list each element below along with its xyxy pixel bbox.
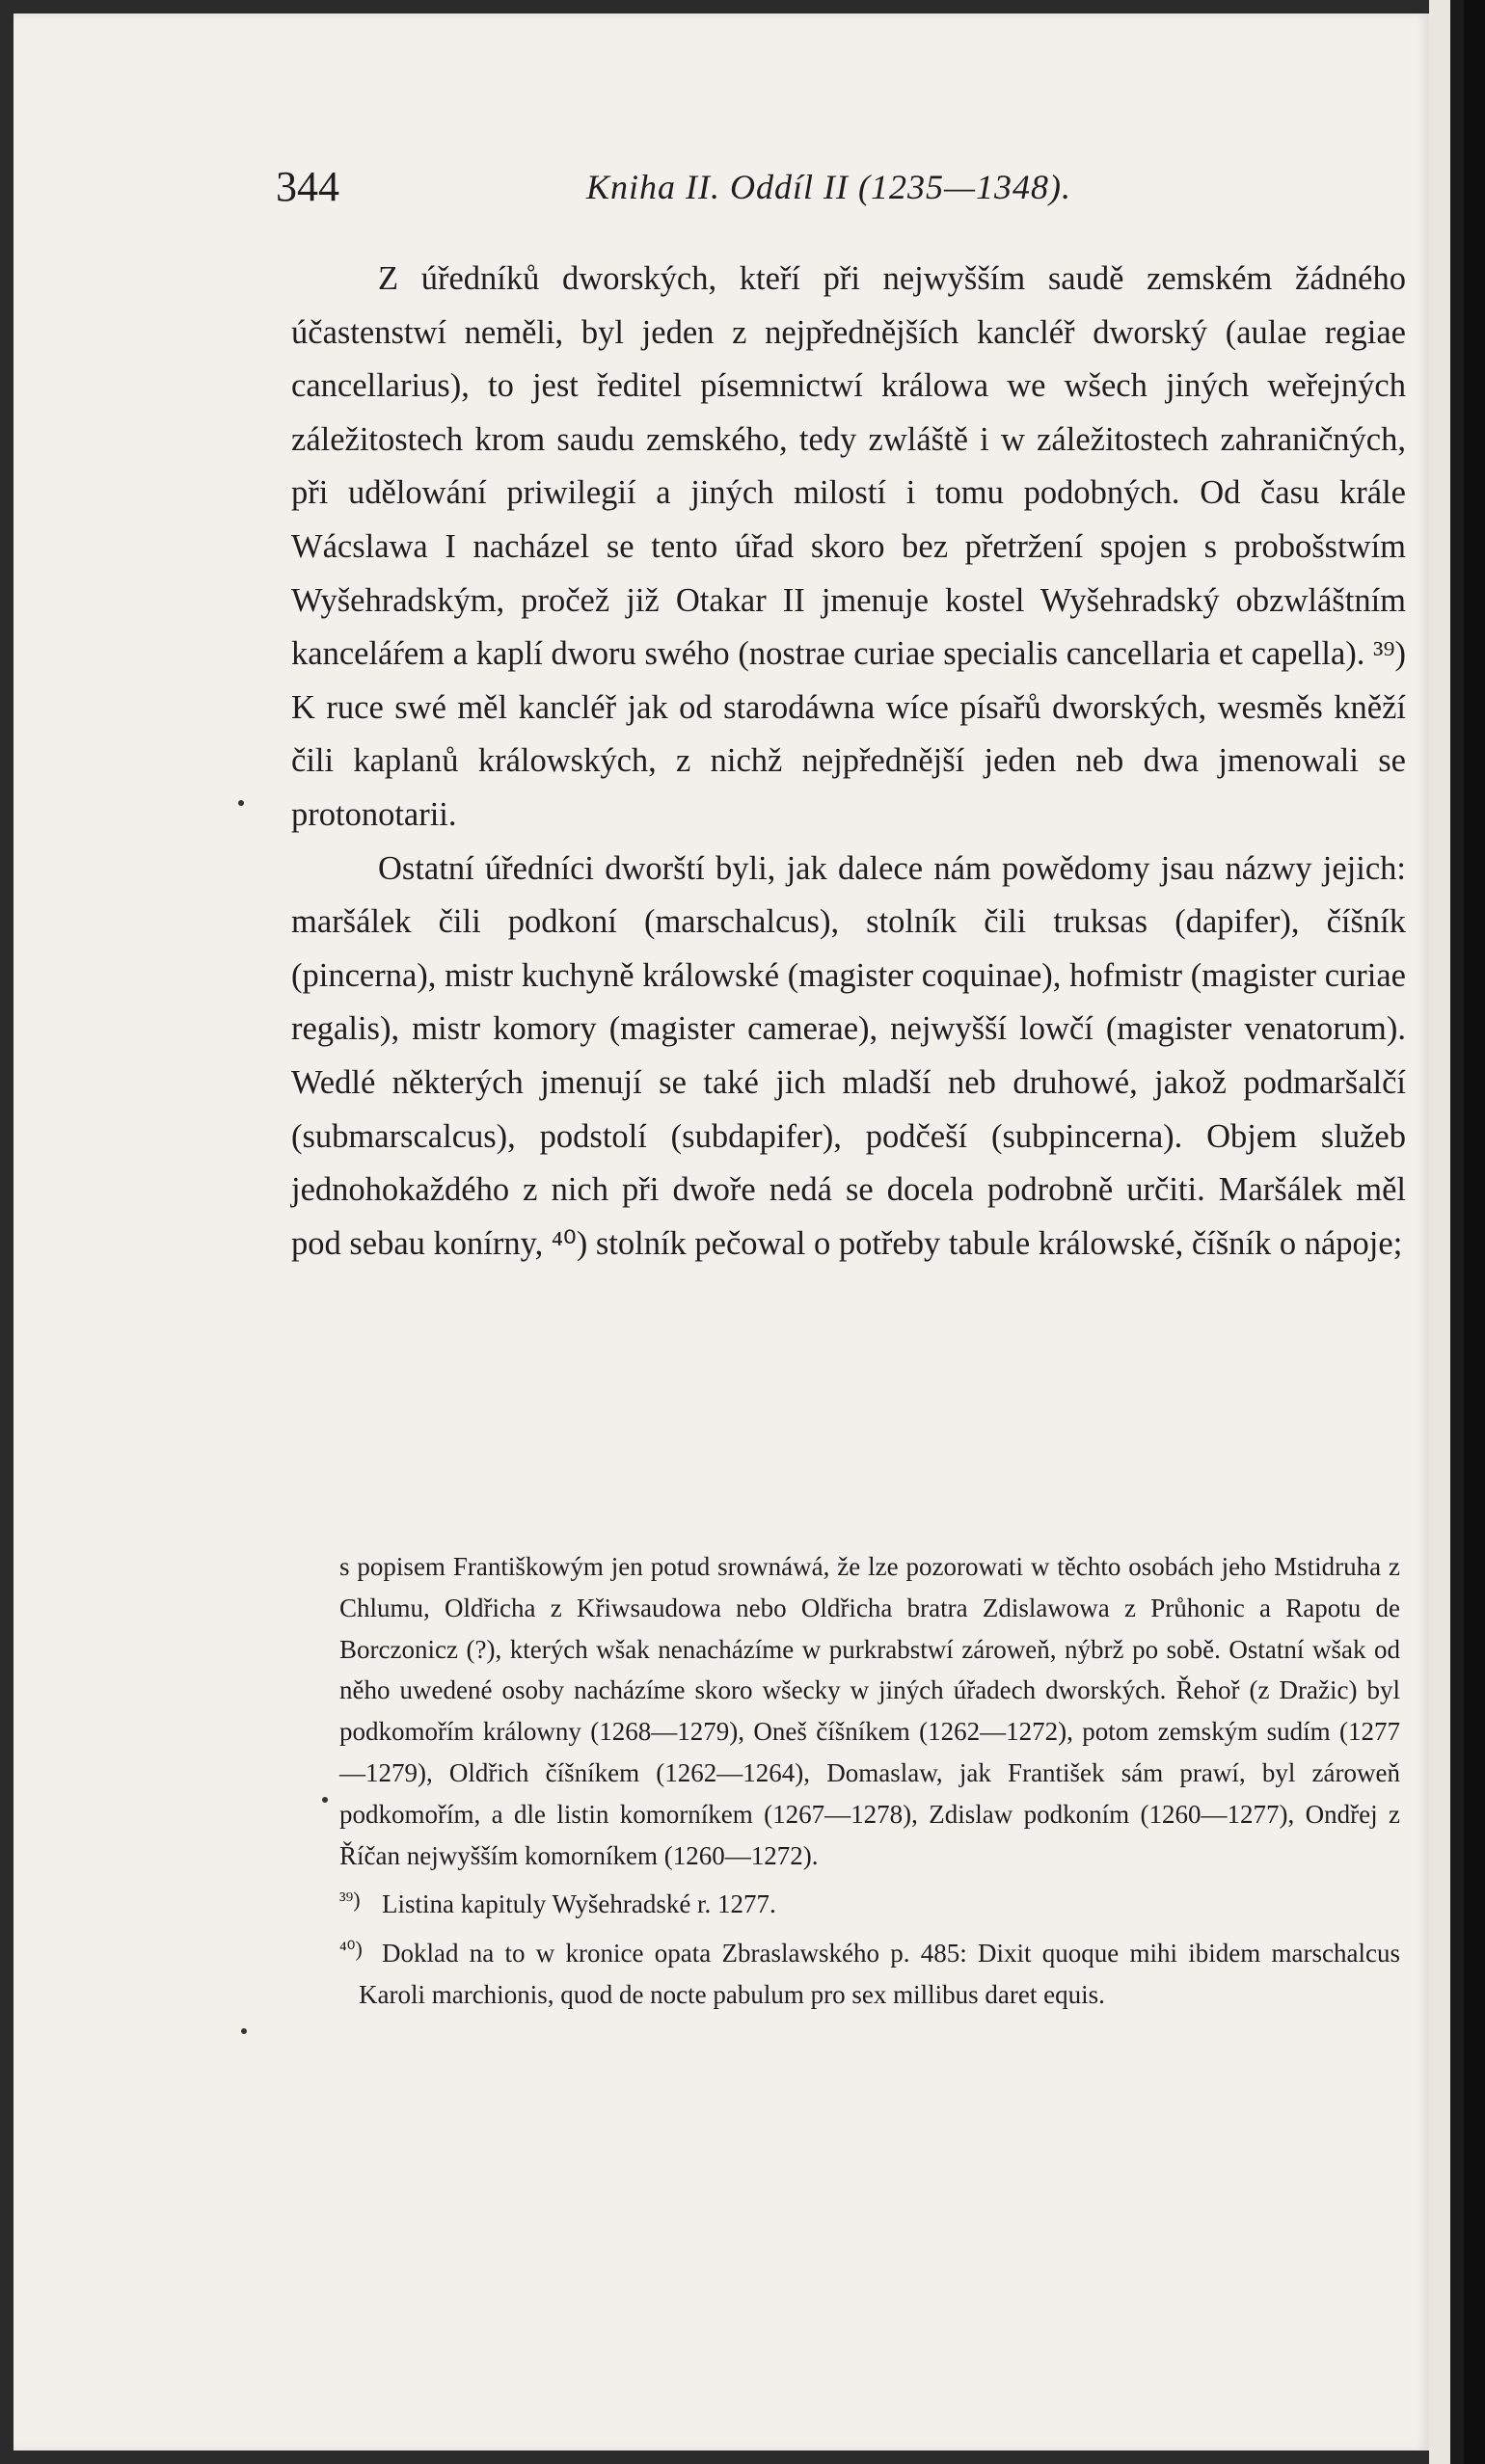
footnotes	[339, 1546, 1400, 2016]
footnote-39	[339, 1880, 1400, 1925]
page-edge	[1429, 0, 1485, 2464]
print-speck	[241, 2028, 247, 2034]
footnote-text: Listina kapituly Wyšehradské r. 1277.	[382, 1889, 776, 1919]
footnote-marker: ³⁹)	[339, 1888, 361, 1913]
print-speck	[238, 800, 244, 806]
footnote-40	[339, 1929, 1400, 2016]
page-number: 344	[276, 163, 339, 210]
running-head: Kniha II. Oddíl II (1235—1348).	[586, 168, 1071, 206]
paragraph-chancellor: Z úředníků dworských, kteří při nejwyšším saudě zemském žádného účastenstwí neměli, byl jeden z nejpřednějších kancléř dworský (aulae regiae cancellarius), to jest ředitel písemnictwí králowa we wšech jiných weřejných záležitostech krom saudu zemského, tedy zwláště i w záležitostech zahraničných, při udělowání priwilegií a jiných milostí i tomu podobných. Od času krále Wácslawa I nacházel se tento úřad skoro bez přetržení spojen s probošstwím Wyšehradským, pročež již Otakar II jmenuje kostel Wyšehradský obzwláštním kanceláŕem a kaplí dworu swého (nostrae curiae specialis cancellaria et capella). ³⁹) K ruce swé měl kancléř jak od starodáwna wíce písařů dworských, wesměs kněží čili kaplanů králowských, z nichž nejpřednější jeden neb dwa jmenowali se protonotarii.	[291, 260, 1406, 833]
footnote-continuation: s popisem Františkowým jen potud srownáwá, že lze pozorowati w těchto osobách jeho Mstidruha z Chlumu, Oldřicha z Křiwsaudowa nebo Oldřicha bratra Zdislawowa z Průhonic a Rapotu de Borczonicz (?), kterých wšak nenacházíme w purkrabstwí zároweň, nýbrž po sobě. Ostatní wšak od něho uwedené osoby nacházíme skoro wšecky w jiných úřadech dworských. Řehoř (z Dražic) byl podkomořím králowny (1268—1279), Oneš číšníkem (1262—1272), potom zemským sudím (1277—1279), Oldřich číšníkem (1262—1264), Domaslaw, jak František sám prawí, byl zároweň podkomořím, a dle listin komorníkem (1267—1278), Zdislaw podkoním (1260—1277), Ondřej z Říčan nejwyšším komorníkem (1260—1272).	[339, 1552, 1400, 1870]
footnote-text: Doklad na to w kronice opata Zbraslawského p. 485: Dixit quoque mihi ibidem marschalcus Karoli marchionis, quod de nocte pabulum pro sex millibus daret equis.	[359, 1939, 1400, 2009]
print-speck	[322, 1797, 328, 1803]
page-header	[276, 158, 1404, 216]
paragraph-court-officials: Ostatní úředníci dworští byli, jak dalece nám powědomy jsau názwy jejich: maršálek čili podkoní (marschalcus), stolník čili truksas (dapifer), číšník (pincerna), mistr kuchyně králowské (magister coquinae), hofmistr (magister curiae regalis), mistr komory (magister camerae), nejwyšší lowčí (magister venatorum). Wedlé některých jmenují se také jich mladší neb druhowé, jakož podmaršalčí (submarscalcus), podstolí (subdapifer), podčeší (subpincerna). Objem služeb jednohokaždého z nich při dwoře nedá se docela podrobně určiti. Maršálek měl pod sebau konírny, ⁴⁰) stolník pečowal o potřeby tabule králowské, číšník o nápoje;	[291, 849, 1406, 1262]
main-text	[291, 253, 1406, 1271]
book-page	[14, 13, 1429, 2451]
footnote-marker: ⁴⁰)	[339, 1937, 363, 1962]
